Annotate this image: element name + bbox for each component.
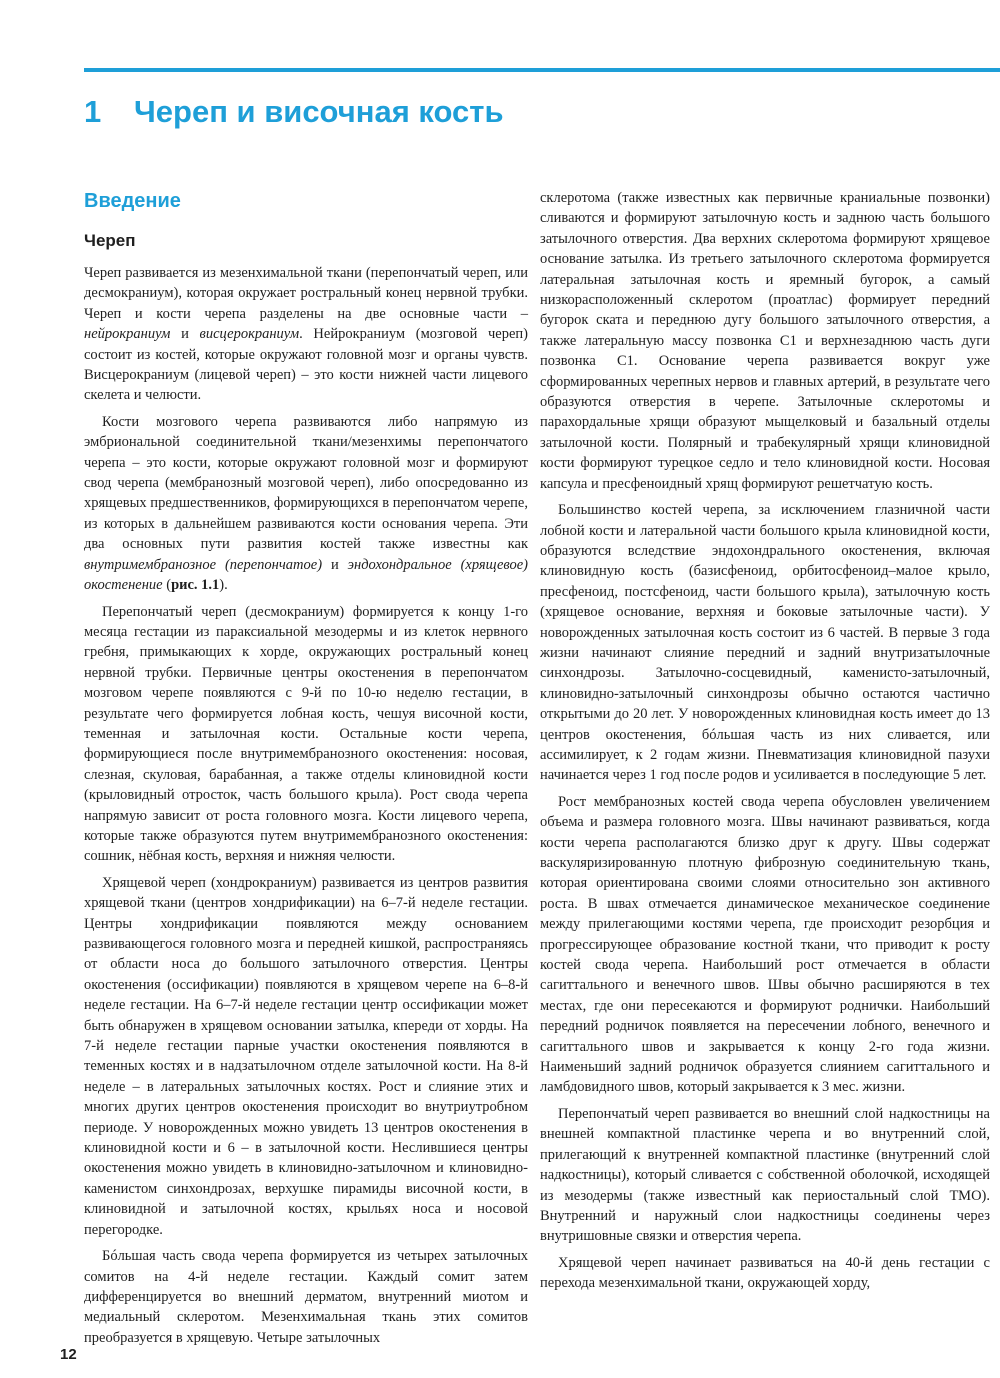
term: нейрокраниум: [84, 326, 171, 343]
term: эндохондральное (хрящевое) окостенение: [84, 556, 528, 594]
text-run: Кости мозгового черепа развиваются либо напрямую из эмбриональной соединительной ткани/мезенхимы перепончатого черепа – это кости, которые окружают головной мозг и формируют свод черепа (мембранозный мозговой череп), либо опосредованно из хрящевых предшественников, формирующихся в перепончатом черепе, из которых в дальнейшем развиваются кости основания черепа. Эти два основных пути развития костей также известны как: [84, 413, 528, 553]
text-run: ).: [219, 577, 228, 594]
text-run: (: [162, 577, 172, 594]
chapter-heading: [84, 94, 504, 130]
text-run: и: [170, 326, 200, 343]
subsection-title: Череп: [84, 231, 136, 250]
paragraph: Перепончатый череп (десмокраниум) формируется к концу 1-го месяца гестации из параксиальной мезодермы и из клеток нервного гребня, примыкающих к хорде, окружающих ростральный конец нервной трубки. Первичные центры окостенения в перепончатом мозговом черепе появляются с 9-й по 10-ю неделю гестации, в результате чего формируется лобная кость, чешуя височной кости, теменная и затылочная кости. Остальные кости черепа, формирующиеся после внутримембранозного окостенения: носовая, слезная, скуловая, барабанная, а также отделы клиновидной кости (крыловидный отросток, часть большого крыла). Рост свода черепа напрямую зависит от роста головного мозга. Кости лицевого черепа, которые также образуются путем внутримембранозного окостенения: сошник, нёбная кость, верхняя и нижняя челюсти.: [84, 603, 528, 865]
paragraph: Хрящевой череп начинает развиваться на 40-й день гестации с перехода мезенхимальной ткани, окружающей хорду,: [540, 1254, 990, 1292]
paragraph: [84, 263, 528, 406]
chapter-number: 1: [84, 94, 102, 129]
paragraph: Рост мембранозных костей свода черепа обусловлен увеличением объема и размера головного мозга. Швы начинают развиваться, когда кости черепа располагаются близко друг к другу. Швы содержат васкуляризированную плотную фиброзную соединительную ткань, которая ориентирована своими слоями относительно зон активного роста. В швах отмечается динамическое механическое соединение между прилегающими костями черепа, где происходит резорбция и прогрессирующее образование костной ткани, что приводит к росту костей свода черепа. Наибольший рост отмечается в области сагиттального и венечного швов. Швы обычно расширяются в тех местах, где они пересекаются и формируют роднички. Наибольший передний родничок появляется на пересечении лобного, венечного и сагиттального швов и закрывается к концу 2-го года жизни. Наименьший задний родничок образуется слиянием сагиттального и ламбдовидного швов, который закрывается к 3 мес. жизни.: [540, 793, 990, 1096]
term: висцерокраниум: [199, 326, 300, 343]
figure-reference: рис. 1.1: [171, 577, 220, 594]
paragraph: Большинство костей черепа, за исключением глазничной части лобной кости и латеральной части большого крыла клиновидной кости, образуются вследствие эндохондрального окостенения, включая клиновидную кость (базисфеноид, орбитосфеноид–малое крыло, пресфеноид, постсфеноид, части большого крыла), затылочную кость (хрящевое основание, верхняя и боковые затылочные части). У новорожденных затылочная кость состоит из 6 частей. В первые 3 года жизни начинают слияние передний и задний внутризатылочные синхондрозы. Затылочно-сосцевидный, каменисто-затылочный, клиновидно-затылочный синхондрозы обычно остаются частично открытыми до 20 лет. У новорожденных клиновидная кость имеет до 13 центров окостенения, бóльшая часть из них сливается, или ассимилирует, к 2 годам жизни. Пневматизация клиновидной пазухи начинается через 1 год после родов и усиливается в последующие 5 лет.: [540, 502, 990, 784]
section-title: Введение: [84, 190, 181, 212]
paragraph: Перепончатый череп развивается во внешний слой надкостницы на внешней компактной пластинке черепа и во внутренний слой, прилегающий к внутренней компактной пластинке (внутренний слой надкостницы), который сливается с собственной оболочкой, исходящей из мезодермы (также известный как периостальный слой ТМО). Внутренний и наружный слои надкостницы соединены через внутришовные связки и отверстия черепа.: [540, 1105, 990, 1245]
paragraph: Хрящевой череп (хондрокраниум) развивается из центров развития хрящевой ткани (центров хондрификации) на 6–7-й неделе гестации. Центры хондрификации появляются между основанием развивающегося головного мозга и передней кишкой, распространяясь от области носа до большого затылочного отверстия. Центры окостенения (оссификации) появляются в хрящевом черепе на 6–8-й неделе гестации. На 6–7-й неделе гестации центр оссификации может быть обнаружен в хрящевом основании затылка, кпереди от хорды. На 7-й неделе гестации парные участки окостенения появляются в теменных костях и в надзатылочном отделе затылочной кости. На 8-й неделе – в латеральных затылочных костях. Рост и слияние этих и многих других центров окостенения происходит во внутриутробном периоде. У новорожденных можно увидеть 13 центров окостенения в клиновидной кости и 6 – в затылочной кости. Неслившиеся центры окостенения можно увидеть в клиновидно-затылочном и клиновидно-каменистом синхондрозах, верхушке пирамиды височной кости, в клиновидной и затылочной костях, крыльях носа и носовой перегородке.: [84, 874, 528, 1238]
text-run: и: [322, 556, 348, 573]
left-column: [84, 263, 528, 1354]
page-number: 12: [60, 1346, 77, 1363]
chapter-title: Череп и височная кость: [134, 94, 504, 129]
text-run: . Нейрокраниум (мозговой череп) состоит из костей, которые окружают головной мозг и органы чувств. Висцерокраниум (лицевой череп) – это кости нижней части лицевого скелета и челюсти.: [84, 326, 529, 404]
paragraph: склеротома (также известных как первичные краниальные позвонки) сливаются и формируют затылочную кость и заднюю часть большого затылочного отверстия. Два верхних склеротома формируют хрящевое основание затылка. Из третьего затылочного склеротома формируется латеральная затылочная кость и яремный бугорок, а самый низкорасположенный склеротом (проатлас) формирует передний бугорок ската и переднюю дугу большого затылочного отверстия, а также латеральную массу позвонка С1 и верхнезаднюю часть дуги позвонка С1. Основание черепа развивается вокруг уже сформированных черепных нервов и главных артерий, в результате чего образуются отверстия в черепе. Затылочные склеротомы и парахордальные хрящи образуют мыщелковый и базальный отделы затылочной кости. Полярный и трабекулярный хрящи клиновидной кости формируют турецкое седло и тело клиновидной кости. Носовая капсула и пресфеноидный хрящ формируют решетчатую кость.: [540, 190, 990, 492]
text-run: Череп развивается из мезенхимальной ткани (перепончатый череп, или десмокраниум), которая окружает ростральный конец нервной трубки. Череп и кости черепа разделены на две основные части –: [84, 265, 528, 322]
term: внутримембранозное (перепончатое): [84, 556, 323, 573]
header-rule: [84, 68, 1000, 72]
right-column: [540, 188, 990, 1300]
paragraph: Бóльшая часть свода черепа формируется из четырех затылочных сомитов на 4-й неделе гестации. Каждый сомит затем дифференцируется во внешний дерматом, внутренний миотом и медиальный склеротом. Мезенхимальная ткань этих сомитов преобразуется в хрящевую. Четыре затылочных: [84, 1248, 528, 1346]
paragraph: [84, 412, 528, 596]
